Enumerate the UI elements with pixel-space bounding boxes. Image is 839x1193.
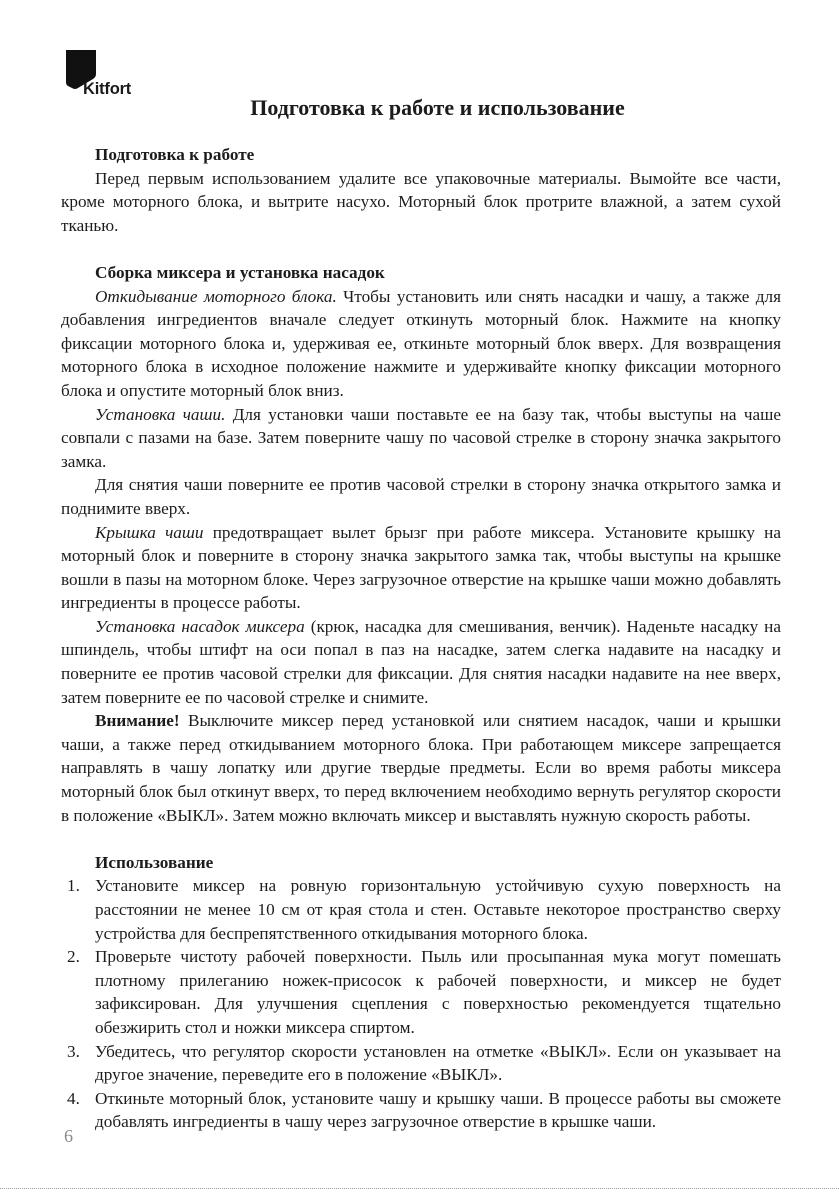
bowl-remove-paragraph: Для снятия чаши поверните ее против часовой стрелки в сторону значка открытого замка и поднимите вверх.: [61, 475, 781, 518]
usage-steps-list: [61, 874, 781, 1134]
page-title: Подготовка к работе и использование: [250, 95, 625, 120]
assembly-heading: Сборка миксера и установка насадок: [95, 262, 385, 282]
attachments-title: Установка насадок миксера: [95, 616, 305, 636]
usage-step: 1. Установите миксер на ровную горизонтальную устойчивую сухую поверхность на расстоянии не менее 10 см от края стола и стен. Оставьте некоторое пространство сверху устройства для беспрепятственного откидывания моторного блока.: [67, 876, 781, 943]
brand-name: Kitfort: [83, 80, 132, 98]
page-number: 6: [64, 1126, 73, 1146]
page-content: [61, 143, 781, 1134]
attachments-paragraph: Установка насадок миксера (крюк, насадка для смешивания, венчик). Наденьте насадку на шпиндель, чтобы штифт на оси попал в паз на насадке, затем слегка надавите на насадку и поверните ее против часовой стрелки для фиксации. Для снятия насадки надавите на нее вверх, затем поверните ее по часовой стрелке и снимите.: [61, 616, 781, 707]
warning-paragraph: Внимание! Выключите миксер перед установкой или снятием насадок, чаши и крышки чаши, а также перед откидыванием моторного блока. При работающем миксере запрещается направлять в чашу лопатку или другие твердые предметы. Если во время работы миксера моторный блок был откинут вверх, то перед включением необходимо вернуть регулятор скорости в положение «ВЫКЛ». Затем можно включать миксер и выставлять нужную скорость работы.: [61, 711, 781, 825]
bowl-install-paragraph: Установка чаши. Для установки чаши поставьте ее на базу так, чтобы выступы на чаше совпали с пазами на базе. Затем поверните чашу по часовой стрелке в сторону значка закрытого замка.: [61, 404, 781, 471]
usage-heading: Использование: [95, 852, 214, 872]
prep-paragraph: Перед первым использованием удалите все упаковочные материалы. Вымойте все части, кроме моторного блока, и вытрите насухо. Моторный блок протрите влажной, а затем сухой тканью.: [61, 168, 781, 235]
usage-step: 3. Убедитесь, что регулятор скорости установлен на отметке «ВЫКЛ». Если он указывает на другое значение, переведите его в положение «ВЫКЛ».: [67, 1041, 781, 1085]
warning-title: Внимание!: [95, 711, 180, 731]
motor-block-paragraph: Откидывание моторного блока. Чтобы установить или снять насадки и чашу, а также для добавления ингредиентов вначале следует откинуть моторный блок. Нажмите на кнопку фиксации моторного блока и, удерживая ее, откиньте моторный блок вверх. Для возвращения моторного блока в исходное положение нажмите и удерживайте кнопку фиксации моторного блока и опустите моторный блок вниз.: [61, 286, 782, 400]
motor-block-title: Откидывание моторного блока.: [95, 286, 337, 306]
bowl-lid-paragraph: Крышка чаши предотвращает вылет брызг при работе миксера. Установите крышку на моторный блок и поверните в сторону значка закрытого замка так, чтобы выступы на крышке вошли в пазы на моторном блоке. Через загрузочное отверстие на крышке чаши можно добавлять ингредиенты в процессе работы.: [61, 522, 781, 613]
bowl-lid-title: Крышка чаши: [95, 522, 204, 542]
usage-step: 4. Откиньте моторный блок, установите чашу и крышку чаши. В процессе работы вы сможете добавлять ингредиенты в чашу через загрузочное отверстие в крышке чаши.: [67, 1088, 781, 1132]
bowl-install-title: Установка чаши.: [95, 404, 226, 424]
prep-heading: Подготовка к работе: [95, 145, 255, 164]
page-bottom-edge: [0, 1188, 839, 1190]
usage-step: 2. Проверьте чистоту рабочей поверхности. Пыль или просыпанная мука могут помешать плотному прилеганию ножек-присосок к рабочей поверхности, и миксер не будет зафиксирован. Для улучшения сцепления с поверхностью рекомендуется тщательно обезжирить стол и ножки миксера спиртом.: [67, 947, 781, 1037]
